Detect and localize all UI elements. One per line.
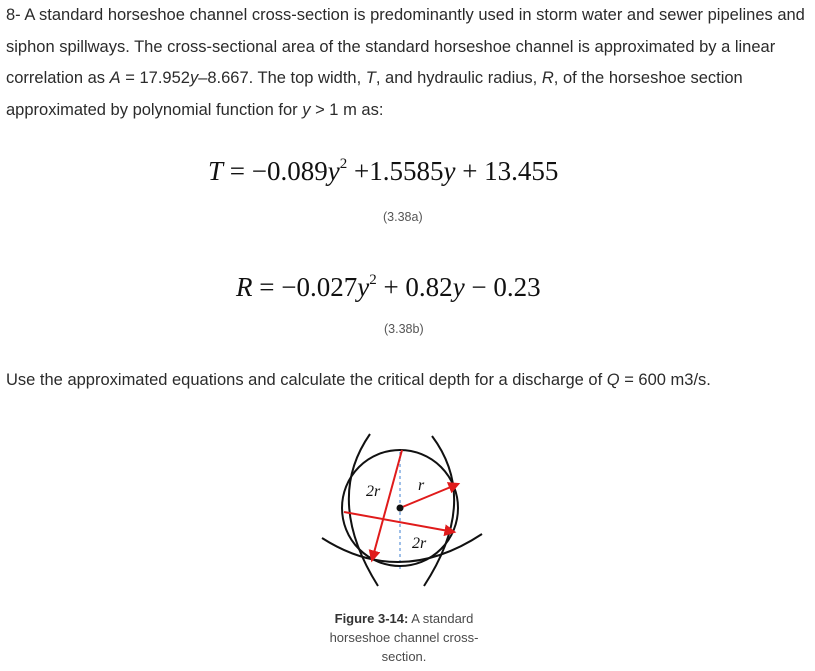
eq-a-part1: = −0.089 <box>223 156 328 186</box>
task-text-2: = 600 m3/s. <box>619 371 711 389</box>
problem-text-3: –8.667. The top width, <box>198 69 366 87</box>
var-y-2: y <box>302 100 311 119</box>
equation-top-width <box>208 156 558 187</box>
arrow-r-radius <box>400 484 458 508</box>
caption-text: A standard horseshoe channel cross-section. <box>329 611 479 664</box>
eq-b-part2: + 0.82 <box>376 272 453 302</box>
eq-a-part3: + 13.455 <box>455 156 559 186</box>
var-Q: Q <box>606 371 620 389</box>
eq-b-lhs: R <box>236 272 253 302</box>
problem-text-1: 8- A standard horseshoe channel cross-section is predominantly used in storm water and sewer pipelines and siphon spillways. The cross-sectional area of the standard horseshoe channel is approximated by a linear correlation as <box>6 6 805 87</box>
eq-b-var2: y <box>452 272 465 302</box>
eq-a-var2: y <box>443 156 456 186</box>
var-T: T <box>365 69 376 87</box>
label-r: r <box>418 477 425 494</box>
problem-text-4: , and hydraulic radius, <box>375 69 542 87</box>
eq-b-var1: y <box>357 272 370 302</box>
problem-text-5: , of the horseshoe section approximated by polynomial function for <box>6 69 743 119</box>
horseshoe-cross-section-figure <box>318 428 490 604</box>
eq-b-part1: = −0.027 <box>252 272 358 302</box>
center-point <box>397 505 404 512</box>
label-2r-right: 2r <box>412 535 427 552</box>
var-A: A <box>109 69 121 87</box>
figure-caption <box>318 609 490 666</box>
task-statement <box>6 368 711 392</box>
var-y: y <box>189 69 199 87</box>
eq-a-exponent: 2 <box>339 156 348 172</box>
arrow-2r-horizontal <box>344 512 454 532</box>
problem-text-6: > 1 m as: <box>310 100 384 119</box>
arrow-2r-diagonal <box>372 450 402 560</box>
equation-hydraulic-radius <box>236 272 541 303</box>
label-2r-left: 2r <box>366 483 381 500</box>
eq-b-exponent: 2 <box>369 272 377 288</box>
problem-statement <box>6 0 811 126</box>
eq-a-part2: +1.5585 <box>347 156 444 186</box>
eq-b-part3: − 0.23 <box>464 272 541 302</box>
task-text-1: Use the approximated equations and calculate the critical depth for a discharge of <box>6 371 607 389</box>
eq-a-lhs: T <box>208 156 224 186</box>
caption-label: Figure 3-14: <box>334 611 409 626</box>
eq-a-var1: y <box>327 156 340 186</box>
equation-label-b: (3.38b) <box>384 322 424 336</box>
var-R: R <box>541 69 554 87</box>
problem-text-2: = 17.952 <box>120 69 190 87</box>
invert-arc <box>322 534 482 562</box>
equation-label-a: (3.38a) <box>383 210 423 224</box>
